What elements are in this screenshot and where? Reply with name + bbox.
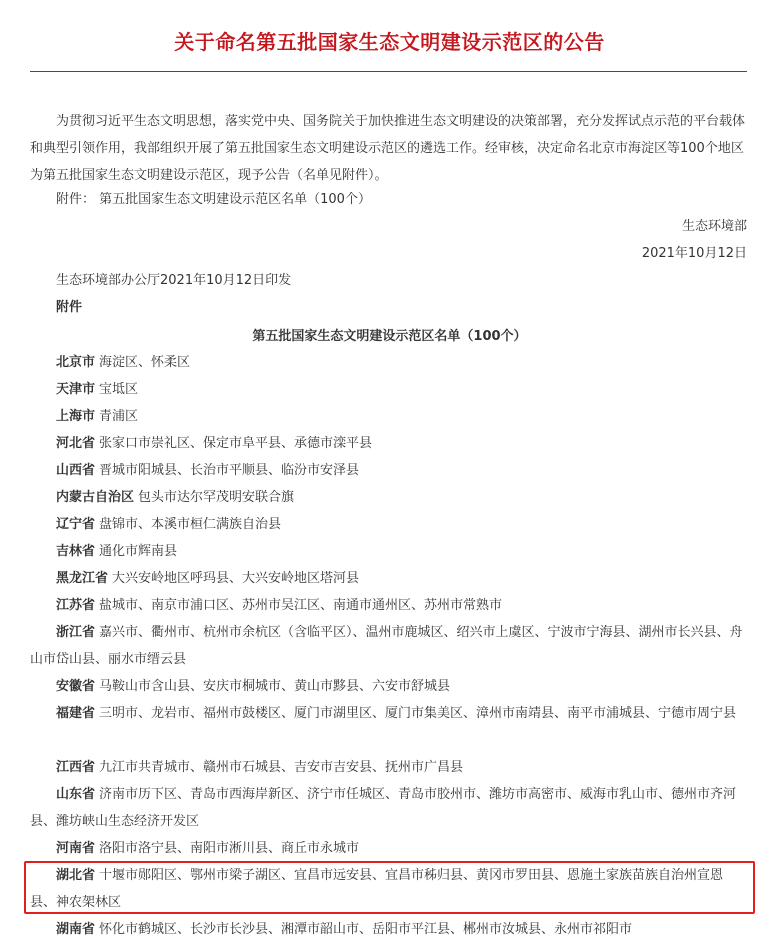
- highlight-box: [24, 861, 755, 914]
- region-item: [30, 754, 748, 781]
- region-areas: 宝坻区: [99, 382, 139, 397]
- region-item: [30, 430, 748, 457]
- region-areas: 盘锦市、本溪市桓仁满族自治县: [99, 517, 282, 532]
- province-name: 山西省: [56, 463, 96, 478]
- region-areas: 大兴安岭地区呼玛县、大兴安岭地区塔河县: [112, 571, 360, 586]
- province-name: 河南省: [56, 841, 96, 856]
- province-name: 北京市: [56, 355, 96, 370]
- province-name: 上海市: [56, 409, 96, 424]
- province-name: 河北省: [56, 436, 96, 451]
- province-name: 吉林省: [56, 544, 96, 559]
- region-areas: 盐城市、南京市浦口区、苏州市吴江区、南通市通州区、苏州市常熟市: [99, 598, 503, 613]
- province-name: 内蒙古自治区: [56, 490, 135, 505]
- list-title: 第五批国家生态文明建设示范区名单（100个）: [252, 329, 527, 344]
- region-item: [30, 619, 748, 673]
- attachment-heading: 附件: [56, 300, 83, 315]
- intro-paragraph: 为贯彻习近平生态文明思想，落实党中央、国务院关于加快推进生态文明建设的决策部署，充分发挥试点示范的平台载体和典型引领作用，我部组织开展了第五批国家生态文明建设示范区的遴选工作。经审核，决定命名北京市海淀区等100个地区为第五批国家生态文明建设示范区，现予公告（名单见附件）。: [30, 114, 746, 183]
- region-areas: 通化市辉南县: [99, 544, 178, 559]
- region-areas: 九江市共青城市、赣州市石城县、吉安市吉安县、抚州市广昌县: [99, 760, 464, 775]
- region-item: [30, 592, 748, 619]
- region-areas: 十堰市郧阳区、鄂州市梁子湖区、宜昌市远安县、宜昌市秭归县、黄冈市罗田县、恩施土家族苗族自治州宣恩县、神农架林区: [30, 868, 724, 910]
- region-areas: 张家口市崇礼区、保定市阜平县、承德市滦平县: [99, 436, 373, 451]
- region-item: [30, 538, 748, 565]
- province-name: 江苏省: [56, 598, 96, 613]
- region-item: [30, 835, 748, 862]
- region-areas: 嘉兴市、衢州市、杭州市余杭区（含临平区）、温州市鹿城区、绍兴市上虞区、宁波市宁海县、湖州市长兴县、舟山市岱山县、丽水市缙云县: [30, 625, 743, 667]
- province-name: 黑龙江省: [56, 571, 109, 586]
- region-areas: 青浦区: [99, 409, 139, 424]
- region-areas: 包头市达尔罕茂明安联合旗: [138, 490, 295, 505]
- region-item: [30, 484, 748, 511]
- region-areas: 三明市、龙岩市、福州市鼓楼区、厦门市湖里区、厦门市集美区、漳州市南靖县、南平市浦城县、宁德市周宁县: [99, 706, 737, 721]
- region-item: [30, 565, 748, 592]
- attachment-line: 附件： 第五批国家生态文明建设示范区名单（100个）: [56, 192, 371, 207]
- province-name: 浙江省: [56, 625, 96, 640]
- province-name: 福建省: [56, 706, 96, 721]
- region-areas: 晋城市阳城县、长治市平顺县、临汾市安泽县: [99, 463, 360, 478]
- issuer: 生态环境部: [681, 219, 747, 234]
- region-item: [30, 349, 748, 376]
- region-item: [30, 457, 748, 484]
- title-divider: [30, 71, 747, 72]
- region-item: [30, 700, 748, 727]
- region-item: [30, 403, 748, 430]
- print-line: 生态环境部办公厅2021年10月12日印发: [56, 273, 292, 288]
- province-name: 江西省: [56, 760, 96, 775]
- province-name: 安徽省: [56, 679, 96, 694]
- region-item: [30, 376, 748, 403]
- page-title: 关于命名第五批国家生态文明建设示范区的公告: [174, 30, 605, 54]
- issue-date: 2021年10月12日: [641, 246, 747, 261]
- region-item: [30, 511, 748, 538]
- province-name: 湖北省: [56, 868, 96, 883]
- region-areas: 济南市历下区、青岛市西海岸新区、济宁市任城区、青岛市胶州市、潍坊市高密市、威海市乳山市、德州市齐河县、潍坊峡山生态经济开发区: [30, 787, 737, 829]
- region-areas: 马鞍山市含山县、安庆市桐城市、黄山市黟县、六安市舒城县: [99, 679, 451, 694]
- region-areas: 洛阳市洛宁县、南阳市淅川县、商丘市永城市: [99, 841, 360, 856]
- province-name: 湖南省: [56, 922, 96, 937]
- region-item: [30, 673, 748, 700]
- province-name: 辽宁省: [56, 517, 96, 532]
- province-name: 山东省: [56, 787, 96, 802]
- region-item: [30, 916, 748, 943]
- province-name: 天津市: [56, 382, 96, 397]
- region-item: [30, 781, 748, 835]
- region-areas: 怀化市鹤城区、长沙市长沙县、湘潭市韶山市、岳阳市平江县、郴州市汝城县、永州市祁阳市: [99, 922, 633, 937]
- region-areas: 海淀区、怀柔区: [99, 355, 191, 370]
